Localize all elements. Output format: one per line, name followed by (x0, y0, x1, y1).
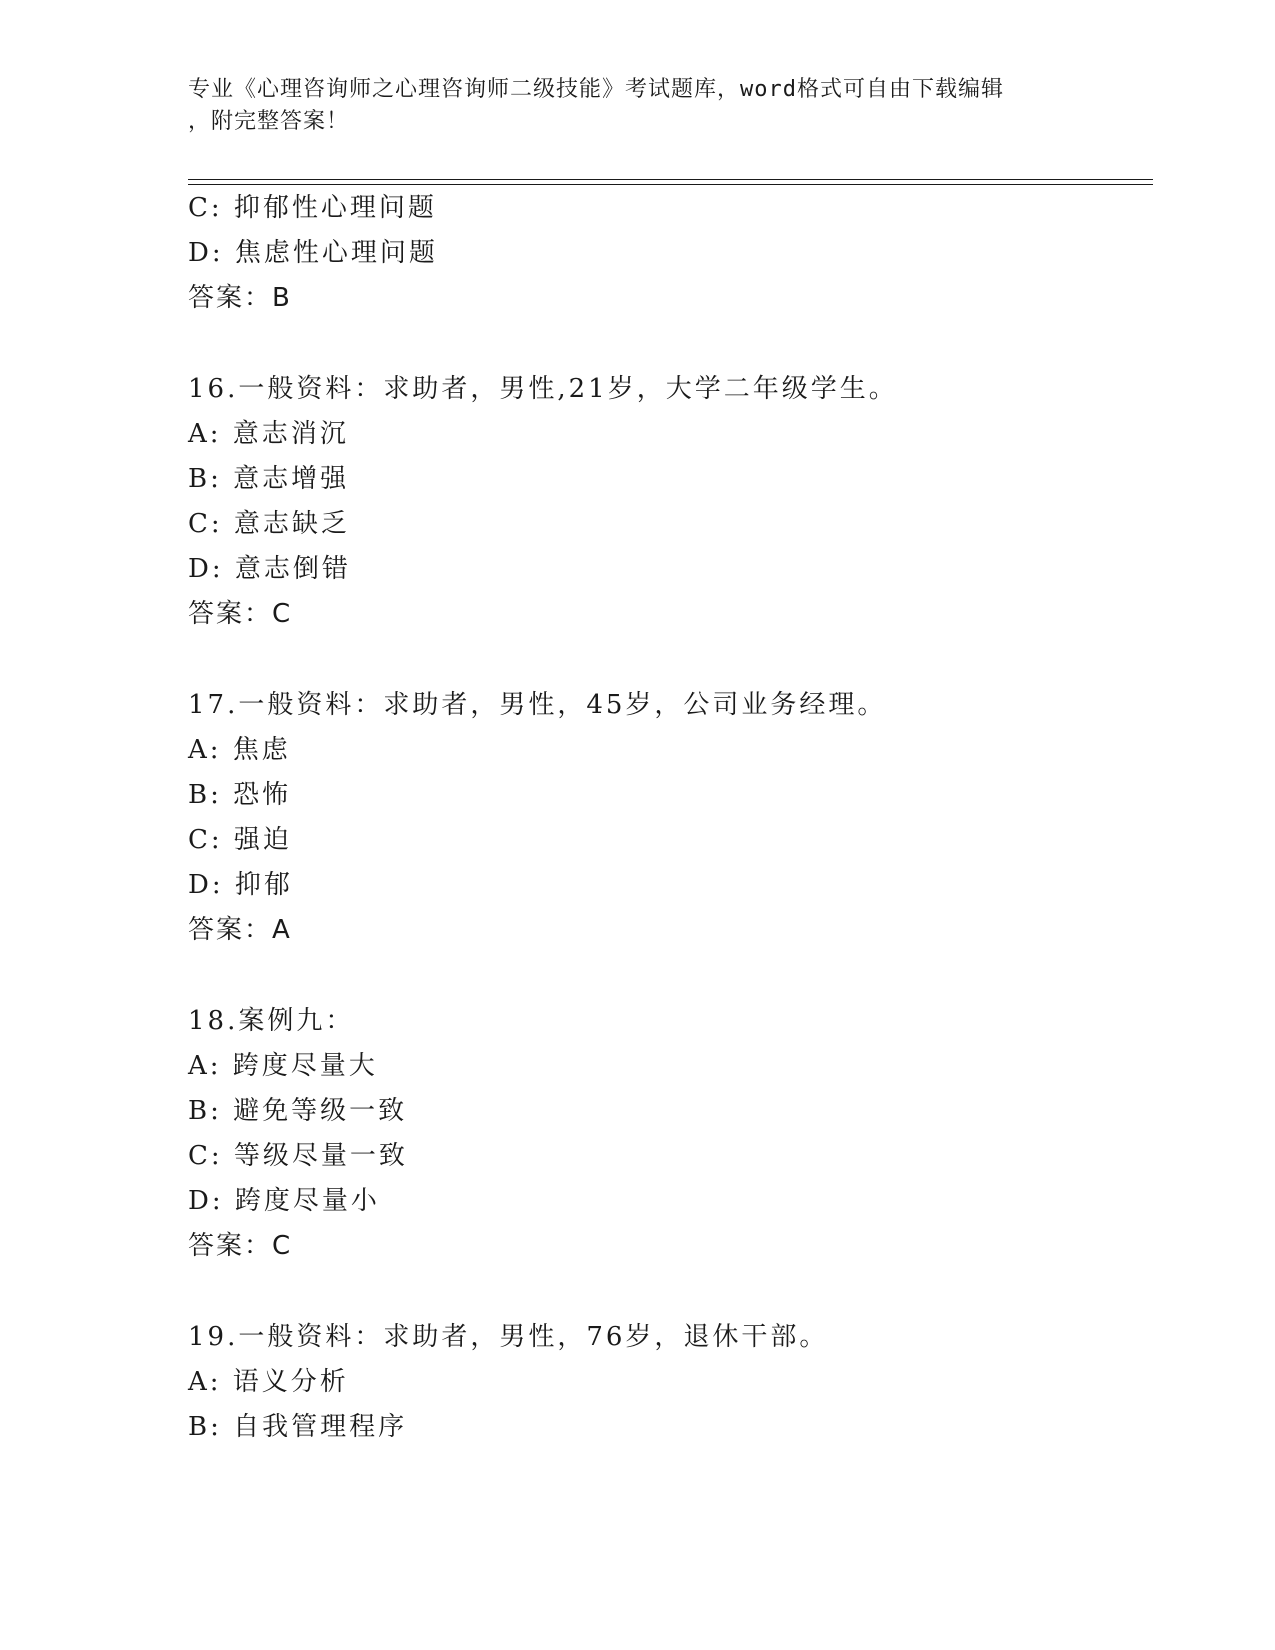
header-divider-top (188, 179, 1153, 180)
option-a: A: 语义分析 (188, 1367, 349, 1397)
answer-line: 答案：A (188, 915, 292, 945)
option-c: C: 抑郁性心理问题 (188, 193, 437, 223)
option-b: B: 避免等级一致 (188, 1096, 408, 1126)
answer-line: 答案：C (188, 1231, 293, 1261)
header-subtitle-line: ，附完整答案！ (188, 109, 350, 134)
option-d: D: 焦虑性心理问题 (188, 238, 438, 268)
question-text: 17.一般资料：求助者，男性，45岁，公司业务经理。 (188, 690, 887, 720)
document-header (188, 74, 1088, 138)
option-c: C: 意志缺乏 (188, 509, 350, 539)
answer-line: 答案：C (188, 599, 293, 629)
option-b: B: 意志增强 (188, 464, 350, 494)
option-a: A: 跨度尽量大 (188, 1051, 378, 1081)
option-b: B: 自我管理程序 (188, 1412, 408, 1442)
option-d: D: 抑郁 (188, 870, 293, 900)
question-text: 18.案例九： (188, 1006, 355, 1036)
option-d: D: 意志倒错 (188, 554, 351, 584)
option-c: C: 等级尽量一致 (188, 1141, 408, 1171)
answer-line: 答案：B (188, 283, 292, 313)
header-title-line: 专业《心理咨询师之心理咨询师二级技能》考试题库，word格式可自由下载编辑 (188, 77, 1004, 102)
option-d: D: 跨度尽量小 (188, 1186, 380, 1216)
question-text: 16.一般资料：求助者，男性,21岁，大学二年级学生。 (188, 374, 898, 404)
question-text: 19.一般资料：求助者，男性，76岁，退休干部。 (188, 1322, 829, 1352)
option-a: A: 焦虑 (188, 735, 291, 765)
header-divider-bottom (188, 184, 1153, 185)
option-a: A: 意志消沉 (188, 419, 349, 449)
option-c: C: 强迫 (188, 825, 292, 855)
option-b: B: 恐怖 (188, 780, 292, 810)
